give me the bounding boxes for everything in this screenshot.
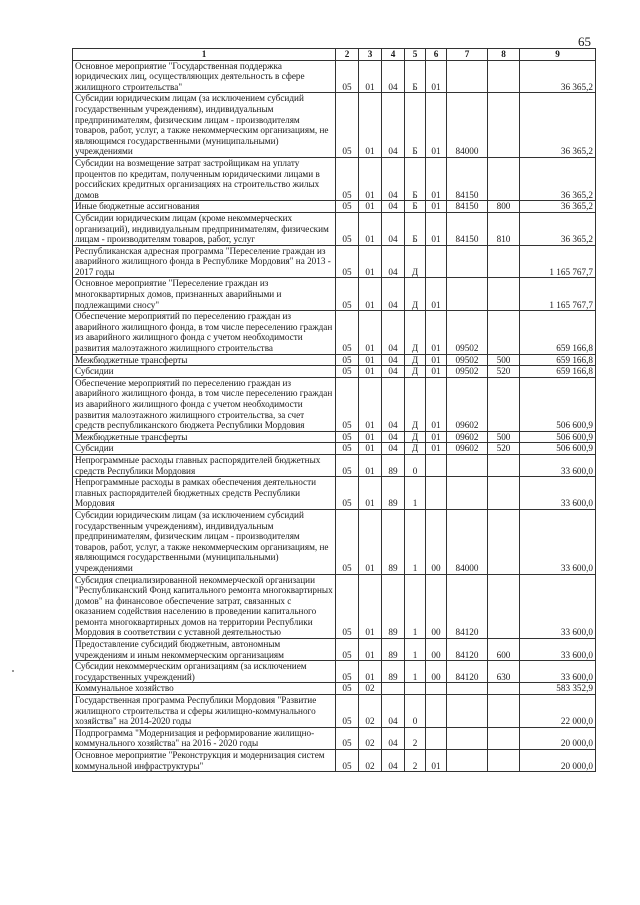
code-subprogram: 0: [405, 454, 426, 476]
code-activity: [426, 727, 447, 749]
table-row: [73, 443, 596, 455]
header-cell: 3: [359, 49, 382, 61]
code-activity: 01: [426, 377, 447, 431]
code-expense-type: [488, 454, 520, 476]
code-program: 04: [382, 311, 405, 354]
item-name: Основное мероприятие "Государственная поддержка юридических лиц, осуществляющих деятельность в сфере жилищного строительства": [73, 60, 336, 93]
code-expense-type: [488, 574, 520, 639]
code-activity: 01: [426, 93, 447, 158]
code-activity: 01: [426, 443, 447, 455]
code-expense-type: [488, 695, 520, 728]
code-program: 89: [382, 661, 405, 683]
code-section: 05: [336, 431, 359, 443]
code-activity: 01: [426, 278, 447, 311]
table-row: [73, 245, 596, 278]
code-expense-type: [488, 278, 520, 311]
code-program: 89: [382, 454, 405, 476]
code-activity: [426, 454, 447, 476]
code-activity: 01: [426, 157, 447, 200]
code-subprogram: Д: [405, 245, 426, 278]
code-expense-type: 600: [488, 639, 520, 661]
header-cell: 9: [520, 49, 596, 61]
code-direction: 84150: [447, 212, 488, 245]
code-program: 04: [382, 278, 405, 311]
code-activity: 00: [426, 509, 447, 574]
code-program: 04: [382, 201, 405, 213]
code-subprogram: Б: [405, 60, 426, 93]
code-activity: 00: [426, 639, 447, 661]
item-name: Субсидии: [73, 366, 336, 378]
code-subprogram: 1: [405, 509, 426, 574]
code-direction: 84150: [447, 201, 488, 213]
code-section: 05: [336, 157, 359, 200]
code-section: 05: [336, 278, 359, 311]
code-expense-type: 520: [488, 366, 520, 378]
code-subprogram: 0: [405, 695, 426, 728]
code-direction: [447, 278, 488, 311]
header-cell: 7: [447, 49, 488, 61]
code-program: [382, 683, 405, 695]
table-row: [73, 377, 596, 431]
code-subsection: 01: [359, 454, 382, 476]
code-subprogram: 2: [405, 750, 426, 772]
code-expense-type: [488, 727, 520, 749]
code-section: 05: [336, 477, 359, 510]
code-activity: 01: [426, 311, 447, 354]
code-subprogram: Д: [405, 431, 426, 443]
header-cell: 5: [405, 49, 426, 61]
code-program: 04: [382, 695, 405, 728]
table-row: [73, 93, 596, 158]
code-direction: [447, 454, 488, 476]
code-subsection: 01: [359, 60, 382, 93]
code-activity: [426, 245, 447, 278]
table-row: [73, 727, 596, 749]
table-row: [73, 201, 596, 213]
code-subsection: 01: [359, 431, 382, 443]
code-direction: [447, 477, 488, 510]
code-expense-type: [488, 157, 520, 200]
item-name: Субсидии юридическим лицам (кроме некоммерческих организаций), индивидуальным предпринимателям, физическим лицам - производителям товаров, работ, услуг: [73, 212, 336, 245]
code-program: 04: [382, 93, 405, 158]
code-expense-type: [488, 60, 520, 93]
table-body: [73, 60, 596, 772]
code-direction: 09502: [447, 366, 488, 378]
code-subsection: 02: [359, 750, 382, 772]
code-program: 04: [382, 354, 405, 366]
table-row: [73, 454, 596, 476]
code-section: 05: [336, 574, 359, 639]
code-program: 04: [382, 727, 405, 749]
code-subsection: 01: [359, 366, 382, 378]
code-direction: [447, 727, 488, 749]
item-name: Обеспечение мероприятий по переселению граждан из аварийного жилищного фонда, в том числе переселению граждан из аварийного жилищного фонда с учетом необходимости развития малоэтажного жилищного строительства, за счет средств республиканского бюджета Республики Мордовия: [73, 377, 336, 431]
code-subsection: 01: [359, 245, 382, 278]
code-subsection: 01: [359, 574, 382, 639]
code-subsection: 01: [359, 354, 382, 366]
amount: 583 352,9: [520, 683, 596, 695]
code-section: 05: [336, 311, 359, 354]
item-name: Непрограммные расходы в рамках обеспечения деятельности главных распорядителей бюджетных средств Республики Мордовия: [73, 477, 336, 510]
code-activity: 01: [426, 431, 447, 443]
code-direction: [447, 245, 488, 278]
amount: 22 000,0: [520, 695, 596, 728]
code-section: 05: [336, 366, 359, 378]
code-subsection: 02: [359, 683, 382, 695]
code-subprogram: 2: [405, 727, 426, 749]
table-row: [73, 750, 596, 772]
code-direction: 84120: [447, 574, 488, 639]
amount: 33 600,0: [520, 509, 596, 574]
item-name: Непрограммные расходы главных распорядителей бюджетных средств Республики Мордовия: [73, 454, 336, 476]
code-subprogram: 1: [405, 574, 426, 639]
code-direction: [447, 695, 488, 728]
code-section: 05: [336, 727, 359, 749]
item-name: Межбюджетные трансферты: [73, 354, 336, 366]
code-section: 05: [336, 695, 359, 728]
table-row: [73, 661, 596, 683]
item-name: Государственная программа Республики Мордовия "Развитие жилищного строительства и сферы жилищно-коммунального хозяйства" на 2014-2020 годы: [73, 695, 336, 728]
code-subsection: 01: [359, 661, 382, 683]
code-program: 89: [382, 639, 405, 661]
code-activity: 00: [426, 661, 447, 683]
code-direction: 84000: [447, 93, 488, 158]
code-expense-type: 630: [488, 661, 520, 683]
code-section: 05: [336, 60, 359, 93]
code-section: 05: [336, 683, 359, 695]
code-subprogram: Д: [405, 366, 426, 378]
code-program: 04: [382, 750, 405, 772]
code-subsection: 01: [359, 311, 382, 354]
header-cell: 2: [336, 49, 359, 61]
code-activity: 01: [426, 354, 447, 366]
amount: 1 165 767,7: [520, 245, 596, 278]
item-name: Субсидии юридическим лицам (за исключением субсидий государственным учреждениям), индивидуальным предпринимателям, физическим лицам - производителям товаров, работ, услуг, а также некоммерческим организациям, не являющимся государственными (муниципальными) учреждениями: [73, 509, 336, 574]
amount: 506 600,9: [520, 431, 596, 443]
code-subprogram: Б: [405, 157, 426, 200]
table-row: [73, 311, 596, 354]
code-activity: 01: [426, 60, 447, 93]
code-subsection: 01: [359, 278, 382, 311]
item-name: Субсидии на возмещение затрат застройщикам на уплату процентов по кредитам, полученным юридическими лицами в российских кредитных организациях на строительство жилых домов: [73, 157, 336, 200]
table-row: [73, 278, 596, 311]
code-subsection: 01: [359, 477, 382, 510]
amount: 1 165 767,7: [520, 278, 596, 311]
page-number: 65: [578, 34, 591, 49]
code-expense-type: [488, 311, 520, 354]
item-name: Предоставление субсидий бюджетным, автономным учреждениям и иным некоммерческим организациям: [73, 639, 336, 661]
budget-table: [72, 48, 596, 772]
code-subsection: 01: [359, 93, 382, 158]
item-name: Подпрограмма "Модернизация и реформирование жилищно-коммунального хозяйства" на 2016 - 2020 годы: [73, 727, 336, 749]
amount: 659 166,8: [520, 366, 596, 378]
code-direction: 09602: [447, 377, 488, 431]
code-section: 05: [336, 639, 359, 661]
code-expense-type: [488, 750, 520, 772]
code-expense-type: [488, 245, 520, 278]
item-name: Коммунальное хозяйство: [73, 683, 336, 695]
code-section: 05: [336, 354, 359, 366]
table-row: [73, 477, 596, 510]
code-program: 04: [382, 245, 405, 278]
code-program: 89: [382, 509, 405, 574]
code-direction: [447, 60, 488, 93]
amount: 36 365,2: [520, 93, 596, 158]
amount: 36 365,2: [520, 60, 596, 93]
code-section: 05: [336, 443, 359, 455]
code-program: 04: [382, 157, 405, 200]
code-program: 04: [382, 431, 405, 443]
code-direction: [447, 683, 488, 695]
amount: 36 365,2: [520, 201, 596, 213]
code-activity: 01: [426, 201, 447, 213]
code-direction: 09502: [447, 354, 488, 366]
code-direction: [447, 750, 488, 772]
code-subsection: 01: [359, 212, 382, 245]
table-header-row: [73, 49, 596, 61]
table-row: [73, 509, 596, 574]
table-row: [73, 212, 596, 245]
code-program: 04: [382, 212, 405, 245]
code-section: 05: [336, 93, 359, 158]
header-cell: 4: [382, 49, 405, 61]
amount: 20 000,0: [520, 727, 596, 749]
table-row: [73, 639, 596, 661]
code-section: 05: [336, 201, 359, 213]
code-direction: 84120: [447, 639, 488, 661]
code-section: 05: [336, 661, 359, 683]
code-expense-type: 800: [488, 201, 520, 213]
code-section: 05: [336, 212, 359, 245]
table-row: [73, 683, 596, 695]
code-expense-type: 500: [488, 354, 520, 366]
code-subprogram: [405, 683, 426, 695]
table-row: [73, 431, 596, 443]
code-activity: [426, 683, 447, 695]
code-expense-type: [488, 683, 520, 695]
code-subprogram: Д: [405, 278, 426, 311]
table-row: [73, 157, 596, 200]
code-program: 04: [382, 366, 405, 378]
table-row: [73, 354, 596, 366]
code-subprogram: 1: [405, 477, 426, 510]
amount: 506 600,9: [520, 377, 596, 431]
amount: 20 000,0: [520, 750, 596, 772]
header-cell: 8: [488, 49, 520, 61]
item-name: Субсидии: [73, 443, 336, 455]
item-name: Обеспечение мероприятий по переселению граждан из аварийного жилищного фонда, в том числе переселению граждан из аварийного жилищного фонда с учетом необходимости развития малоэтажного жилищного строительства: [73, 311, 336, 354]
code-expense-type: [488, 477, 520, 510]
amount: 506 600,9: [520, 443, 596, 455]
code-subprogram: Д: [405, 354, 426, 366]
code-direction: 84120: [447, 661, 488, 683]
code-activity: 01: [426, 212, 447, 245]
amount: 659 166,8: [520, 311, 596, 354]
code-program: 04: [382, 60, 405, 93]
code-activity: 01: [426, 750, 447, 772]
code-expense-type: [488, 93, 520, 158]
code-section: 05: [336, 750, 359, 772]
code-subprogram: Д: [405, 311, 426, 354]
amount: 33 600,0: [520, 574, 596, 639]
item-name: Субсидия специализированной некоммерческой организации "Республиканский Фонд капитального ремонта многоквартирных домов" на финансовое обеспечение затрат, связанных с оказанием содействия населению в проведении капитального ремонта многоквартирных домов на территории Республики Мордовия в соответствии с уставной деятельностью: [73, 574, 336, 639]
code-subsection: 01: [359, 377, 382, 431]
code-subprogram: 1: [405, 661, 426, 683]
amount: 33 600,0: [520, 639, 596, 661]
code-activity: 00: [426, 574, 447, 639]
amount: 659 166,8: [520, 354, 596, 366]
code-section: 05: [336, 454, 359, 476]
amount: 36 365,2: [520, 212, 596, 245]
code-subprogram: Д: [405, 377, 426, 431]
code-direction: 84150: [447, 157, 488, 200]
code-subprogram: Б: [405, 201, 426, 213]
item-name: Иные бюджетные ассигнования: [73, 201, 336, 213]
header-cell: 6: [426, 49, 447, 61]
item-name: Основное мероприятие "Реконструкция и модернизация систем коммунальной инфраструктуры": [73, 750, 336, 772]
item-name: Межбюджетные трансферты: [73, 431, 336, 443]
code-program: 89: [382, 477, 405, 510]
table-row: [73, 574, 596, 639]
amount: 33 600,0: [520, 477, 596, 510]
code-expense-type: [488, 377, 520, 431]
amount: 33 600,0: [520, 454, 596, 476]
item-name: Республиканская адресная программа "Переселение граждан из аварийного жилищного фонда в Республике Мордовия" на 2013 - 2017 годы: [73, 245, 336, 278]
code-expense-type: [488, 509, 520, 574]
code-direction: 84000: [447, 509, 488, 574]
header-cell: 1: [73, 49, 336, 61]
code-activity: [426, 477, 447, 510]
code-subsection: 01: [359, 639, 382, 661]
code-subsection: 01: [359, 443, 382, 455]
code-subprogram: Б: [405, 93, 426, 158]
code-subprogram: 1: [405, 639, 426, 661]
code-direction: 09602: [447, 431, 488, 443]
code-program: 04: [382, 377, 405, 431]
code-program: 04: [382, 443, 405, 455]
amount: 36 365,2: [520, 157, 596, 200]
code-expense-type: 810: [488, 212, 520, 245]
code-subsection: 01: [359, 157, 382, 200]
item-name: Субсидии некоммерческим организациям (за исключением государственных учреждений): [73, 661, 336, 683]
scan-speck: [12, 670, 14, 672]
code-direction: 09602: [447, 443, 488, 455]
code-activity: 01: [426, 366, 447, 378]
code-subprogram: Б: [405, 212, 426, 245]
code-subsection: 02: [359, 727, 382, 749]
code-expense-type: 520: [488, 443, 520, 455]
code-program: 89: [382, 574, 405, 639]
code-subsection: 01: [359, 509, 382, 574]
item-name: Субсидии юридическим лицам (за исключением субсидий государственным учреждениям), индивидуальным предпринимателям, физическим лицам - производителям товаров, работ, услуг, а также некоммерческим организациям, не являющимся государственными (муниципальными) учреждениями: [73, 93, 336, 158]
table-row: [73, 695, 596, 728]
code-section: 05: [336, 245, 359, 278]
code-section: 05: [336, 509, 359, 574]
code-activity: [426, 695, 447, 728]
code-subsection: 02: [359, 695, 382, 728]
table-row: [73, 366, 596, 378]
code-direction: 09502: [447, 311, 488, 354]
table-row: [73, 60, 596, 93]
code-subsection: 01: [359, 201, 382, 213]
code-subprogram: Д: [405, 443, 426, 455]
item-name: Основное мероприятие "Переселение граждан из многоквартирных домов, признанных аварийными и подлежащими сносу": [73, 278, 336, 311]
code-expense-type: 500: [488, 431, 520, 443]
amount: 33 600,0: [520, 661, 596, 683]
code-section: 05: [336, 377, 359, 431]
